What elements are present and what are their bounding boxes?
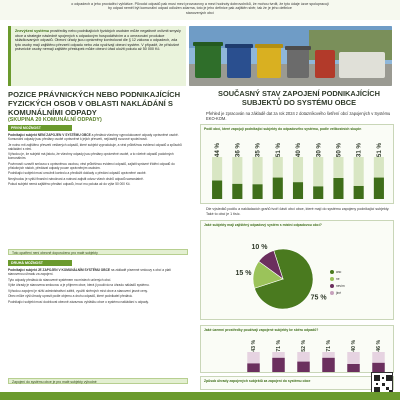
paragraph: Nevýhodou je vyšší finanční náročnost a nutnost zajistit odvoz všech druhů odpadů samostatně.: [8, 176, 144, 181]
first-option-highlight: Toto opatření není obecně doporučeno pro malé subjekty: [8, 249, 188, 255]
option-lead: Podnikající subjekt JE ZAPOJEN V KOMUNÁLNÍM SYSTÉMU OBCE: [8, 268, 111, 272]
bar-value-label: 52 %: [301, 339, 308, 352]
left-section-title: [8, 90, 188, 124]
paragraph: Výhodou zapojení je nižší administrativní zátěž, využití sběrných míst obce a stanovení jasné ceny.: [8, 288, 148, 293]
paragraph: Podnikající subjekt musí umožnit kontrolu a předložit doklady o předání odpadů oprávněné osobě.: [8, 171, 147, 176]
chart-panel-payment-method: [200, 376, 394, 390]
intro-lead: Znevýšení systému: [15, 29, 50, 33]
bar: [272, 358, 285, 372]
chart-note: Dle výsledků podílu a nakládacích graňů tvoří částí obcí obce, které mají do systému zapojeny podnikající subjekty. Také to obcí je 1 tisíc.: [206, 207, 390, 216]
intro-paragraph: [15, 29, 182, 52]
legend-swatch: [330, 284, 334, 288]
top-line: by odpad neměl být komunální odpad odložen zdarma, toto je jeho definice pak zajištěn sběr, tak že je jeho definice: [108, 6, 292, 11]
bar-remainder: [374, 157, 384, 178]
legend-item: nevím: [330, 282, 392, 289]
pie-slice-label: 75 %: [310, 294, 327, 302]
bar-remainder: [253, 157, 263, 184]
bar-remainder: [273, 157, 283, 178]
red-bin: [315, 50, 335, 78]
intro-text: prostředky nebo podnikajících fyzických osobám může negativně ovlivnit smysly obce a strategie následně spojených s odpadovým hospodářstvím a o omezování produkce skládkovaných odpadů. Obecní úřady jsou oprávněny kontrolovat dle § 12 zákona o odpadech, zda tyto osoby mají zajištěno převzetí odpadu nebo zda využívají obecní systém. V případě, že příslušné právnické osoby nemají zajištěn přestupek může obecní úřad uložit pokutu až 50 000 Kč.: [15, 29, 181, 52]
bar-chart-collection-means: [201, 326, 395, 374]
bar-value-label: 30 %: [315, 142, 323, 158]
grey-bin: [287, 48, 309, 78]
green-bin: [195, 44, 221, 78]
paragraph: Pokud subjekt nemá zajištěno předání odpadů, hrozí mu pokuta až do výše 50 000 Kč.: [8, 182, 131, 187]
bar-value-label: 31 %: [355, 142, 363, 158]
bar-remainder: [313, 157, 323, 186]
bar: [273, 178, 283, 199]
bar-value-label: 71 %: [326, 339, 333, 352]
right-intro-text: Přehled je zpracován na základě dat za rok 2024 z dotazníkového šetření obcí zapojených v Systému EKO-KOM.: [206, 111, 391, 121]
option-lead: Podnikající subjekt NENÍ ZAPOJEN V SYSTÉMU OBCE: [8, 133, 91, 137]
second-option-highlight: Zapojení do systému obce je pro malé subjekty výhodné: [8, 378, 188, 384]
bar-value-label: 51 %: [274, 142, 282, 158]
top-line: stanovených obcí: [186, 10, 214, 15]
left-title-subtitle: (SKUPINA 20 KOMUNÁLNÍ ODPADY): [8, 117, 102, 123]
yellow-bin: [257, 46, 281, 78]
bar: [333, 178, 343, 199]
paragraph: Podnikající subjekt NENÍ ZAPOJEN V SYSTÉMU OBCE a předává všechny vyprodukované odpady oprávněné osobě. Komunální odpady jsou předány osobě oprávněné k jejich převzetí, nejčastěji svozové společnosti.: [8, 133, 179, 142]
bar-remainder: [354, 157, 364, 186]
pie-slice-label: 10 %: [251, 244, 268, 252]
paragraph: Výhodou je, že subjekt má jistotu, že všechny odpady jsou předány oprávněné osobě, a to včetně odpadů podobných komunálním.: [8, 152, 174, 161]
legend-swatch: [330, 270, 334, 274]
bar: [293, 182, 303, 199]
bar-value-label: 36 %: [234, 142, 242, 158]
bar-remainder: [272, 352, 285, 358]
first-option-body: [8, 133, 188, 188]
bar-remainder: [232, 157, 242, 184]
bar-value-label: 43 %: [251, 339, 258, 352]
chart-title: Jaké subjekty mají zajištěný odpadový systém s místní odpadovou obcí?: [204, 223, 322, 227]
legend-item: jiné: [330, 289, 392, 296]
paragraph: Podnikající subjekt musí dodržovat obecně závaznou vyhlášku obce o systému nakládání s odpady.: [8, 299, 149, 304]
paragraph: Podnikající subjekt JE ZAPOJEN V KOMUNÁLNÍM SYSTÉMU OBCE na základě písemné smlouvy s obcí a platí stanovenou úhradu za zapojení.: [8, 268, 171, 277]
bar-value-label: 40 %: [351, 339, 358, 352]
bar-remainder: [293, 157, 303, 182]
bar: [372, 363, 385, 372]
top-text: [8, 2, 392, 15]
bar-remainder: [347, 352, 360, 364]
second-option-heading: DRUHÁ MOŽNOST: [8, 260, 72, 266]
chart-title: Podíl obcí, které zapojují podnikající subjekty do odpadového systému, podle velikostních skupin: [204, 127, 362, 131]
legend-swatch: [330, 277, 334, 281]
bar-value-label: 50 %: [335, 142, 343, 158]
paragraph: Tyto odpady předává do stanovené systémem na místech určených obcí.: [8, 277, 112, 282]
paragraph: Výše úhrady je stanovena smlouvou a je příjmem obce, která ji používá na úhradu nákladů systému.: [8, 283, 150, 288]
paragraph: Je nutno mít zajištěno převzetí veškerých odpadů, které subjekt vyprodukuje, a vést průběžnou evidenci odpadů a způsobů nakládání s nimi.: [8, 142, 182, 151]
paragraph: Povinnosti: uzavřít smlouvu s oprávněnou osobou, vést průběžnou evidenci odpadů, zajistit správné třídění odpadů do příslušných nádob, předávat odpady pouze oprávněným osobám.: [8, 161, 175, 170]
bar: [347, 364, 360, 372]
bar-remainder: [212, 157, 222, 181]
waste-bins-photo: [189, 26, 392, 86]
legend-item: ano: [330, 268, 392, 275]
bar: [232, 184, 242, 199]
bar-remainder: [247, 352, 260, 363]
bar: [374, 178, 384, 199]
bar-remainder: [322, 352, 335, 358]
bar: [212, 181, 222, 199]
legend-swatch: [330, 291, 334, 295]
chart-title: Způsob úhrady zapojených subjektů za zapojení do systému obce: [204, 379, 311, 383]
bar-chart-municipal-share: [201, 125, 395, 205]
legend-item: ne: [330, 275, 392, 282]
bar-remainder: [333, 157, 343, 178]
bar-remainder: [372, 352, 385, 363]
white-container: [339, 52, 385, 78]
right-section-title: SOUČASNÝ STAV ZAPOJENÍ PODNIKAJÍCÍCH SUBJEKTŮ DO SYSTÉMU OBCE: [218, 89, 380, 107]
bar-remainder: [297, 352, 310, 362]
intro-box: [8, 26, 186, 86]
bar-value-label: 71 %: [276, 339, 283, 352]
bar-value-label: 40 %: [295, 142, 303, 158]
left-title-text: POZICE PRÁVNICKÝCH NEBO PODNIKAJÍCÍCH FYZICKÝCH OSOB V OBLASTI NAKLÁDÁNÍ S KOMUNÁLNÍMI ODPADY: [8, 90, 181, 117]
chart-title: Jaké územní prostředky používají zapojené subjekty ke sběru odpadů?: [204, 328, 319, 332]
bar: [322, 358, 335, 372]
bar-value-label: 35 %: [254, 142, 262, 158]
bar-value-label: 46 %: [376, 339, 383, 352]
blue-bin: [227, 46, 251, 78]
qr-code[interactable]: [371, 372, 393, 394]
bar: [354, 186, 364, 199]
pie-legend: [330, 268, 392, 296]
bar: [313, 186, 323, 199]
chart-panel-collection-means: [200, 325, 394, 373]
waste-bins-illustration: [189, 26, 392, 86]
footer-strip: [0, 392, 400, 400]
pie-slice-label: 15 %: [235, 270, 252, 278]
bar-value-label: 44 %: [214, 142, 222, 158]
bar: [247, 363, 260, 372]
top-line: o odpadech a jeho prováděcí vyhlášce. Původci odpadů pak musí mezi provozovny a mezi hodnoty dobrovolníků, že mohou tvrdit, že tyto údaje úzce spolupracují: [71, 2, 329, 6]
bar: [253, 184, 263, 199]
bar-value-label: 51 %: [375, 142, 383, 158]
second-option-body: [8, 268, 188, 305]
bar: [297, 362, 310, 372]
paragraph: Obec může výši úhrady upravit podle objemu a druhu odpadů, které podnikatel předává.: [8, 294, 133, 299]
chart-panel-municipal-share: [200, 124, 394, 204]
first-option-heading: PRVNÍ MOŽNOST: [8, 125, 72, 131]
